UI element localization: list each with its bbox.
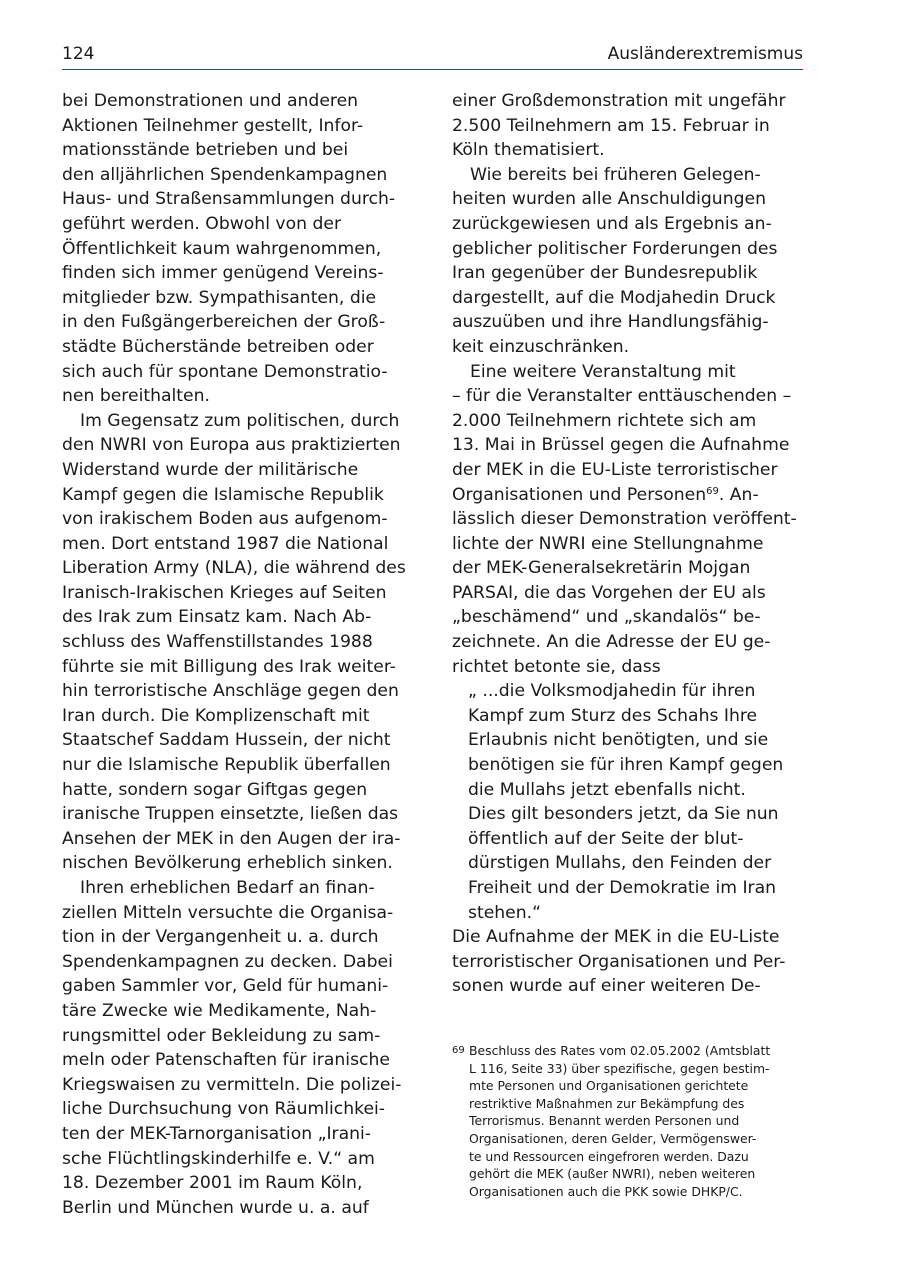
text-line: heiten wurden alle Anschuldigungen	[452, 189, 766, 210]
paragraph-first-line: Wie bereits bei früheren Gelegen-	[470, 164, 761, 185]
text-line: mationsstände betrieben und bei	[62, 140, 349, 161]
footnote-reference[interactable]: 69	[706, 485, 719, 497]
text-line: Kampf gegen die Islamische Republik	[62, 484, 384, 505]
text-line: des Irak zum Einsatz kam. Nach Ab-	[62, 607, 372, 628]
text-line: Iran gegenüber der Bundesrepublik	[452, 263, 758, 284]
text-line: sonen wurde auf einer weiteren De-	[452, 976, 761, 997]
text-line: nur die Islamische Republik überfallen	[62, 755, 391, 776]
footnote-line: Organisationen, deren Gelder, Vermögenswer-	[469, 1130, 757, 1146]
text-line: geführt werden. Obwohl von der	[62, 213, 342, 234]
text-line: nen bereithalten.	[62, 386, 210, 407]
footnote	[452, 1042, 804, 1200]
quote-line: Erlaubnis nicht benötigten, und sie	[468, 730, 769, 751]
text-line: hatte, sondern sogar Giftgas gegen	[62, 779, 368, 800]
quote-line: „ ...die Volksmodjahedin für ihren	[468, 681, 756, 702]
text-line: den NWRI von Europa aus praktizierten	[62, 435, 401, 456]
text-line: tion in der Vergangenheit u. a. durch	[62, 927, 379, 948]
text-line: meln oder Patenschaften für iranische	[62, 1050, 390, 1071]
text-line: PARSAI, die das Vorgehen der EU als	[452, 582, 766, 603]
text-line: der MEK-Generalsekretärin Mojgan	[452, 558, 751, 579]
quote-line: die Mullahs jetzt ebenfalls nicht.	[468, 779, 746, 800]
text-line: Iran durch. Die Komplizenschaft mit	[62, 705, 370, 726]
text-line: ziellen Mitteln versuchte die Organisa-	[62, 902, 394, 923]
text-line: der MEK in die EU-Liste terroristischer	[452, 459, 778, 480]
text-line: bei Demonstrationen und anderen	[62, 91, 359, 111]
text-segment: . An-	[718, 484, 759, 505]
text-segment: Organisationen und Personen	[452, 484, 707, 505]
text-line: Spendenkampagnen zu decken. Dabei	[62, 951, 393, 972]
text-line: Kriegswaisen zu vermitteln. Die polizei-	[62, 1074, 402, 1095]
quote-line: Freiheit und der Demokratie im Iran	[468, 878, 777, 898]
text-line: den alljährlichen Spendenkampagnen	[62, 164, 388, 185]
text-line: liche Durchsuchung von Räumlichkei-	[62, 1099, 386, 1120]
quote-line: öffentlich auf der Seite der blut-	[468, 828, 744, 849]
text-line: sich auch für spontane Demonstratio-	[62, 361, 388, 382]
text-line: Köln thematisiert.	[452, 140, 605, 161]
text-line-with-footnote-ref	[452, 483, 804, 508]
text-line: auszuüben und ihre Handlungsfähig-	[452, 312, 769, 333]
text-line: schluss des Waffenstillstandes 1988	[62, 632, 373, 653]
text-line: 2.500 Teilnehmern am 15. Februar in	[452, 115, 770, 136]
text-line: Widerstand wurde der militärische	[62, 459, 359, 480]
text-line: Iranisch-Irakischen Krieges auf Seiten	[62, 582, 387, 603]
text-line: – für die Veranstalter enttäuschenden –	[452, 386, 792, 407]
text-line: zurückgewiesen und als Ergebnis an-	[452, 213, 772, 234]
text-line: geblicher politischer Forderungen des	[452, 238, 778, 259]
text-line: Berlin und München wurde u. a. auf	[62, 1197, 369, 1218]
footnote-line: restriktive Maßnahmen zur Bekämpfung des	[469, 1095, 745, 1111]
text-line: zeichnete. An die Adresse der EU ge-	[452, 632, 771, 653]
footnote-line: Organisationen auch die PKK sowie DHKP/C.	[469, 1183, 743, 1199]
text-line: Liberation Army (NLA), die während des	[62, 558, 406, 579]
quote-line: Kampf zum Sturz des Schahs Ihre	[468, 705, 758, 726]
footnote-line: Beschluss des Rates vom 02.05.2002 (Amtsblatt	[469, 1043, 771, 1058]
text-line: 13. Mai in Brüssel gegen die Aufnahme	[452, 435, 790, 456]
quote-line: stehen.“	[468, 902, 541, 923]
text-line: gaben Sammler vor, Geld für humani-	[62, 976, 389, 997]
text-line: einer Großdemonstration mit ungefähr	[452, 91, 786, 111]
footnote-line: mte Personen und Organisationen gerichtete	[469, 1078, 749, 1094]
quote-line: Dies gilt besonders jetzt, da Sie nun	[468, 804, 779, 825]
text-line: mitglieder bzw. Sympathisanten, die	[62, 287, 377, 308]
text-line: iranische Truppen einsetzte, ließen das	[62, 804, 399, 825]
text-line: men. Dort entstand 1987 die National	[62, 533, 389, 554]
header-rule	[62, 69, 803, 70]
text-line: lichte der NWRI eine Stellungnahme	[452, 533, 764, 554]
paragraph-first-line: Eine weitere Veranstaltung mit	[470, 361, 736, 382]
text-line: finden sich immer genügend Vereins-	[62, 263, 384, 284]
section-title: Ausländerextremismus	[607, 44, 803, 64]
text-line: ten der MEK-Tarnorganisation „Irani-	[62, 1123, 372, 1144]
footnote-line: te und Ressourcen eingefroren werden. Dazu	[469, 1148, 749, 1164]
text-line: nischen Bevölkerung erheblich sinken.	[62, 853, 393, 874]
paragraph-first-line: Ihren erheblichen Bedarf an finan-	[80, 878, 375, 898]
text-line: 2.000 Teilnehmern richtete sich am	[452, 410, 757, 431]
text-line: Staatschef Saddam Hussein, der nicht	[62, 730, 391, 751]
text-line: rungsmittel oder Bekleidung zu sam-	[62, 1025, 381, 1046]
footnote-number: 69	[452, 1045, 465, 1056]
text-line: terroristischer Organisationen und Per-	[452, 951, 786, 972]
text-line: Die Aufnahme der MEK in die EU-Liste	[452, 927, 780, 948]
left-column	[62, 89, 414, 1220]
text-line: täre Zwecke wie Medikamente, Nah-	[62, 1000, 377, 1021]
text-line: Haus- und Straßensammlungen durch-	[62, 189, 396, 210]
text-line: Ansehen der MEK in den Augen der ira-	[62, 828, 401, 849]
text-line: führte sie mit Billigung des Irak weiter-	[62, 656, 397, 677]
quote-line: benötigen sie für ihren Kampf gegen	[468, 755, 784, 776]
text-line: in den Fußgängerbereichen der Groß-	[62, 312, 386, 333]
text-line: 18. Dezember 2001 im Raum Köln,	[62, 1173, 363, 1194]
page-header	[62, 44, 803, 70]
text-line: Aktionen Teilnehmer gestellt, Infor-	[62, 115, 364, 136]
footnote-line: L 116, Seite 33) über spezifische, gegen bestim-	[469, 1060, 770, 1076]
text-line: hin terroristische Anschläge gegen den	[62, 681, 399, 702]
text-line: keit einzuschränken.	[452, 336, 630, 357]
quote-line: dürstigen Mullahs, den Feinden der	[468, 853, 772, 874]
text-line: städte Bücherstände betreiben oder	[62, 336, 374, 357]
paragraph-first-line: Im Gegensatz zum politischen, durch	[80, 410, 400, 431]
right-column	[452, 89, 804, 999]
text-line: richtet betonte sie, dass	[452, 656, 661, 677]
text-line: „beschämend“ und „skandalös“ be-	[452, 607, 761, 628]
footnote-line: Terrorismus. Benannt werden Personen und	[469, 1113, 740, 1129]
text-line: dargestellt, auf die Modjahedin Druck	[452, 287, 776, 308]
text-line: von irakischem Boden aus aufgenom-	[62, 509, 388, 530]
text-line: lässlich dieser Demonstration veröffent-	[452, 509, 797, 530]
page-number: 124	[62, 44, 95, 64]
footnote-line: gehört die MEK (außer NWRI), neben weiteren	[469, 1166, 756, 1182]
text-line: Öffentlichkeit kaum wahrgenommen,	[62, 238, 382, 259]
footnote-text	[469, 1042, 804, 1200]
text-line: sche Flüchtlingskinderhilfe e. V.“ am	[62, 1148, 375, 1169]
